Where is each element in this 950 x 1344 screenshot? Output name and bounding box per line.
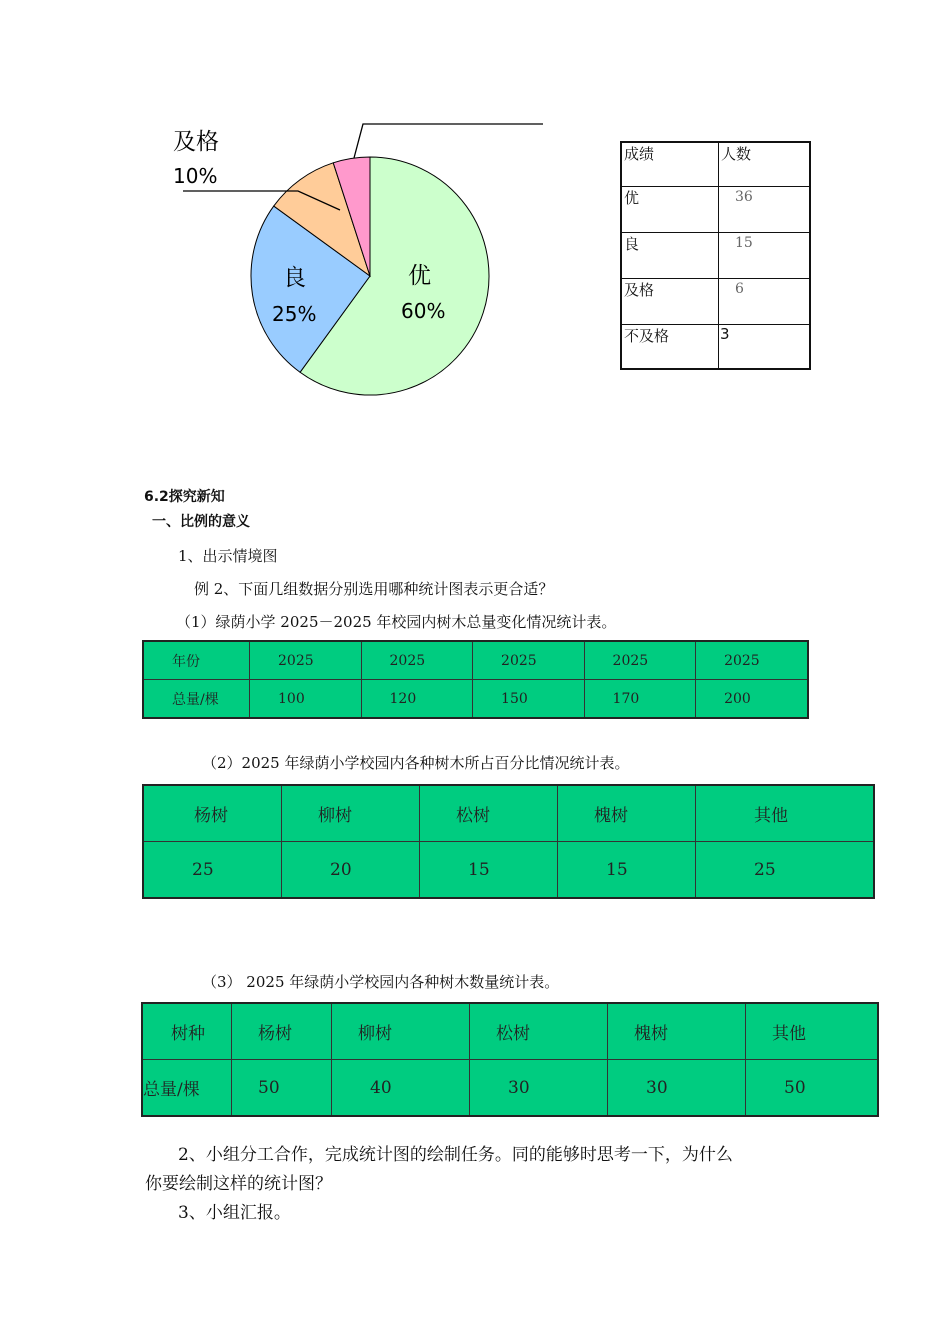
pie-pct-liang: 25% xyxy=(272,302,317,326)
table-cell: 2025 xyxy=(250,641,362,680)
table-cell: 松树 xyxy=(470,1003,608,1060)
table-cell: 柳树 xyxy=(282,785,420,842)
score-grade: 良 xyxy=(621,233,719,279)
score-table xyxy=(620,141,811,370)
table-cell: 2025 xyxy=(584,641,696,680)
table-cell: 2025 xyxy=(361,641,473,680)
table-cell: 槐树 xyxy=(608,1003,746,1060)
table-cell: 25 xyxy=(696,842,875,899)
table2-caption: （2）2025 年绿荫小学校园内各种树木所占百分比情况统计表。 xyxy=(202,754,630,772)
score-count: 15 xyxy=(719,233,811,279)
table-cell: 其他 xyxy=(696,785,875,842)
table-cell: 25 xyxy=(143,842,282,899)
table-cell: 20 xyxy=(282,842,420,899)
table-cell: 40 xyxy=(332,1060,470,1117)
section-subheading: 一、比例的意义 xyxy=(152,514,250,530)
table-cell: 杨树 xyxy=(232,1003,332,1060)
table-cell: 200 xyxy=(696,680,808,719)
table-cell: 100 xyxy=(250,680,362,719)
step1-text: 1、出示情境图 xyxy=(178,547,278,565)
score-grade: 优 xyxy=(621,187,719,233)
table-cell: 树种 xyxy=(142,1003,232,1060)
step2-line1: 2、小组分工合作，完成统计图的绘制任务。同的能够时思考一下，为什么 xyxy=(178,1145,733,1165)
table-row xyxy=(143,842,874,899)
table-cell: 柳树 xyxy=(332,1003,470,1060)
pie-leader-bujige xyxy=(354,124,543,158)
score-header-count: 人数 xyxy=(719,142,811,187)
table-cell: 15 xyxy=(420,842,558,899)
table-row xyxy=(143,680,808,719)
table-cell: 2025 xyxy=(473,641,585,680)
table-cell: 150 xyxy=(473,680,585,719)
pie-label-jige: 及格 xyxy=(173,129,219,155)
table-cell: 总量/棵 xyxy=(142,1060,232,1117)
table-row xyxy=(142,1003,878,1060)
tree-total-table xyxy=(142,640,809,719)
score-count: 6 xyxy=(719,279,811,325)
score-grade: 及格 xyxy=(621,279,719,325)
table-cell: 杨树 xyxy=(143,785,282,842)
table-cell: 槐树 xyxy=(558,785,696,842)
table-cell: 30 xyxy=(470,1060,608,1117)
table-cell: 其他 xyxy=(746,1003,879,1060)
example-text: 例 2、下面几组数据分别选用哪种统计图表示更合适？ xyxy=(194,580,554,598)
table-cell: 120 xyxy=(361,680,473,719)
table-row xyxy=(143,785,874,842)
table-cell: 2025 xyxy=(696,641,808,680)
step2-line2: 你要绘制这样的统计图？ xyxy=(145,1174,332,1194)
step3-text: 3、小组汇报。 xyxy=(178,1203,291,1223)
tree-percent-table xyxy=(142,784,875,899)
pie-chart xyxy=(0,0,620,420)
score-count: 3 xyxy=(719,325,811,370)
table1-caption: （1）绿荫小学 2025－2025 年校园内树木总量变化情况统计表。 xyxy=(176,613,617,631)
section-heading: 6.2探究新知 xyxy=(144,489,225,505)
tree-count-table xyxy=(141,1002,879,1117)
table3-caption: （3） 2025 年绿荫小学校园内各种树木数量统计表。 xyxy=(202,973,560,991)
table-cell: 50 xyxy=(746,1060,879,1117)
score-header-grade: 成绩 xyxy=(621,142,719,187)
table-cell: 15 xyxy=(558,842,696,899)
table-cell: 松树 xyxy=(420,785,558,842)
table-cell: 170 xyxy=(584,680,696,719)
table-cell: 30 xyxy=(608,1060,746,1117)
pie-pct-you: 60% xyxy=(401,299,446,323)
table-cell: 年份 xyxy=(143,641,250,680)
table-row xyxy=(142,1060,878,1117)
table-cell: 总量/棵 xyxy=(143,680,250,719)
pie-label-you: 优 xyxy=(408,263,431,289)
score-grade: 不及格 xyxy=(621,325,719,370)
pie-pct-jige: 10% xyxy=(173,164,218,188)
table-row xyxy=(143,641,808,680)
table-cell: 50 xyxy=(232,1060,332,1117)
pie-label-liang: 良 xyxy=(283,265,306,291)
score-count: 36 xyxy=(719,187,811,233)
